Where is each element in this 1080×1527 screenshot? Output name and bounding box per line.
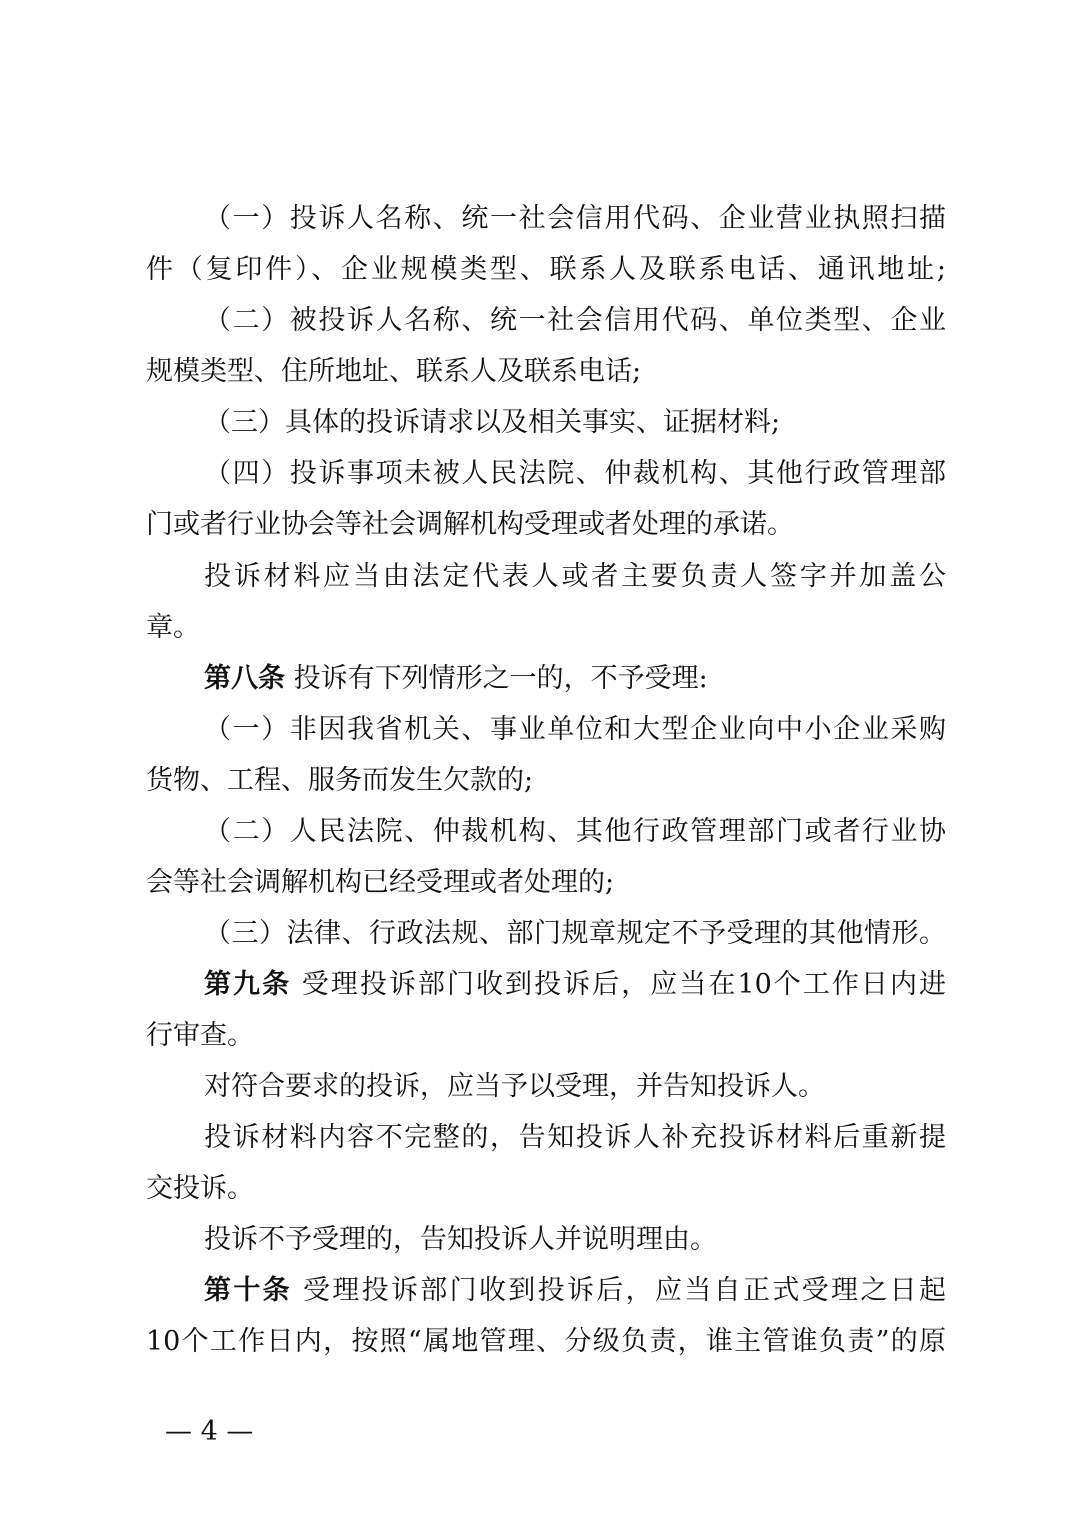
text-line: 投诉材料内容不完整的，告知投诉人补充投诉材料后重新提 bbox=[204, 1122, 946, 1153]
text-line: （一）投诉人名称、统一社会信用代码、企业营业执照扫描 bbox=[204, 203, 946, 234]
article-8-heading: 第八条 bbox=[204, 663, 285, 694]
article-10-text: 受理投诉部门收到投诉后，应当自正式受理之日起 bbox=[302, 1275, 946, 1306]
text-line: （二）被投诉人名称、统一社会信用代码、单位类型、企业 bbox=[204, 305, 946, 336]
text-line: 会等社会调解机构已经受理或者处理的; bbox=[146, 867, 615, 898]
text-line: 规模类型、住所地址、联系人及联系电话; bbox=[146, 356, 642, 387]
article-10-line bbox=[204, 1273, 946, 1309]
article-9-text: 受理投诉部门收到投诉后，应当在10个工作日内进 bbox=[301, 969, 947, 1000]
article-9-line bbox=[204, 967, 946, 1003]
text-line: 章。 bbox=[146, 612, 200, 643]
text-line: （二）人民法院、仲裁机构、其他行政管理部门或者行业协 bbox=[204, 816, 946, 847]
text-line: （四）投诉事项未被人民法院、仲裁机构、其他行政管理部 bbox=[204, 458, 946, 489]
page-number: — 4 — bbox=[165, 1416, 254, 1447]
text-line: （一）非因我省机关、事业单位和大型企业向中小企业采购 bbox=[204, 714, 946, 745]
text-line: 对符合要求的投诉，应当予以受理，并告知投诉人。 bbox=[204, 1071, 825, 1102]
text-line: 10个工作日内，按照“属地管理、分级负责，谁主管谁负责”的原 bbox=[146, 1326, 946, 1357]
text-line: 交投诉。 bbox=[146, 1173, 254, 1204]
text-line: 投诉不予受理的，告知投诉人并说明理由。 bbox=[204, 1224, 717, 1255]
text-line: 门或者行业协会等社会调解机构受理或者处理的承诺。 bbox=[146, 509, 794, 540]
text-line: 货物、工程、服务而发生欠款的; bbox=[146, 765, 534, 796]
text-line: 件（复印件）、企业规模类型、联系人及联系电话、通讯地址; bbox=[146, 254, 946, 285]
article-8-text: 投诉有下列情形之一的，不予受理: bbox=[293, 663, 708, 694]
article-10-heading: 第十条 bbox=[204, 1275, 293, 1306]
text-line: 行审查。 bbox=[146, 1020, 254, 1051]
text-line: 投诉材料应当由法定代表人或者主要负责人签字并加盖公 bbox=[204, 561, 946, 592]
article-8-line bbox=[204, 661, 946, 697]
text-line: （三）法律、行政法规、部门规章规定不予受理的其他情形。 bbox=[204, 918, 946, 949]
text-line: （三）具体的投诉请求以及相关事实、证据材料; bbox=[204, 407, 781, 438]
article-9-heading: 第九条 bbox=[204, 969, 292, 1000]
